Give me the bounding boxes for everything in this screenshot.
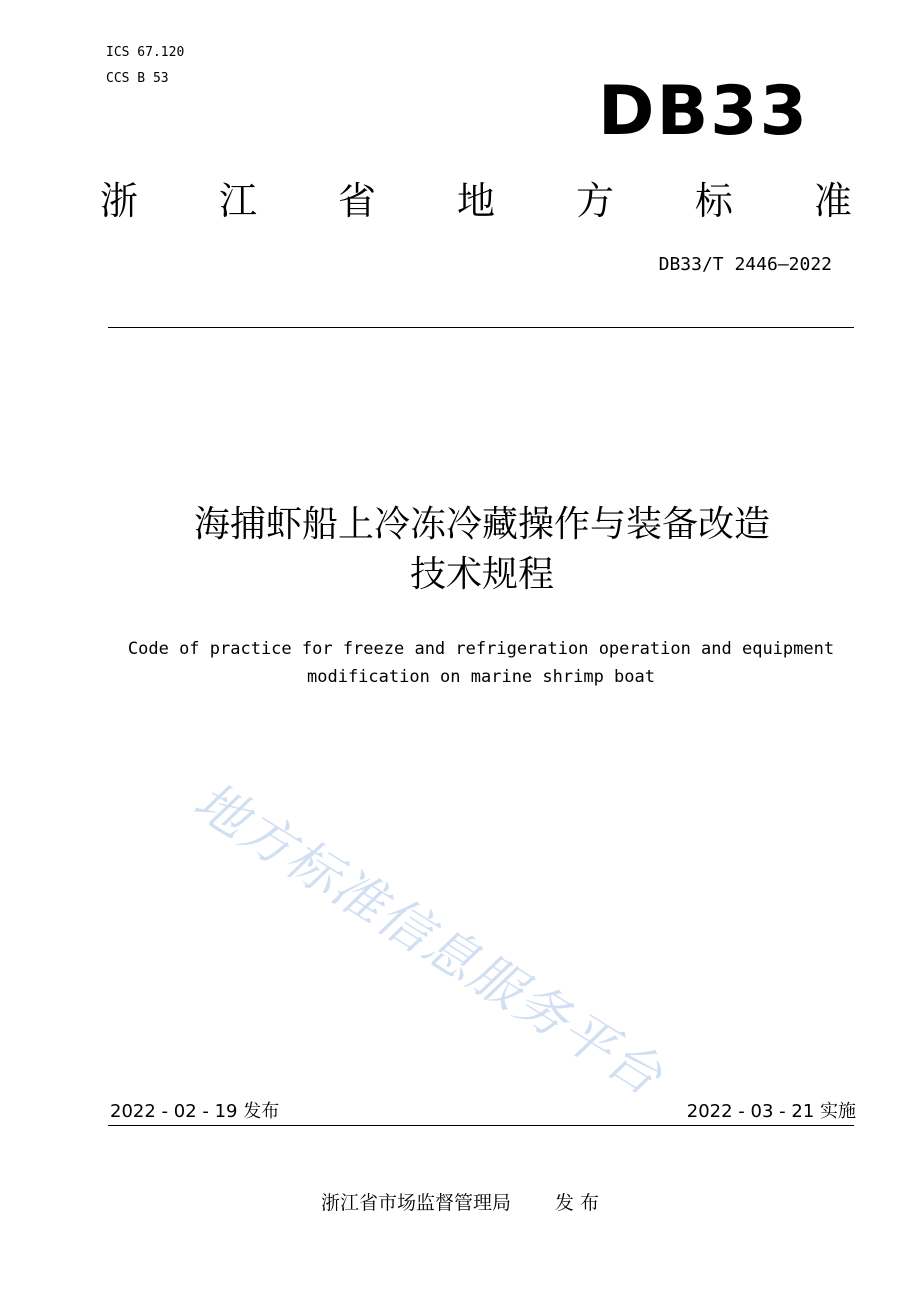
level-title-char: 江: [218, 179, 257, 223]
level-title-char: 地: [456, 179, 495, 223]
issue-date: 2022 - 02 - 19 发布: [110, 1101, 280, 1122]
publisher-line: [0, 1188, 920, 1215]
standard-number: DB33/T 2446—2022: [658, 254, 832, 275]
ics-code: ICS 67.120: [106, 45, 185, 60]
ccs-code: CCS B 53: [106, 71, 169, 86]
bottom-divider: [108, 1125, 854, 1126]
english-title: [108, 635, 854, 691]
publisher-action: 发 布: [554, 1192, 600, 1214]
chinese-title-line-1: 海捕虾船上冷冻冷藏操作与装备改造: [193, 504, 770, 545]
level-title-char: 省: [337, 179, 376, 223]
level-title-char: 准: [813, 179, 852, 223]
chinese-title-line-2: 技术规程: [409, 554, 554, 595]
english-title-line-2: modification on marine shrimp boat: [307, 667, 655, 687]
level-title-char: 标: [694, 179, 733, 223]
top-divider: [108, 327, 854, 328]
chinese-title: [0, 500, 920, 600]
publisher-name: 浙江省市场监督管理局: [320, 1192, 511, 1214]
watermark: 地方标准信息服务平台: [183, 771, 674, 1109]
standard-level-title: [100, 176, 852, 226]
level-title-char: 浙: [100, 179, 139, 223]
db33-logo: DB33: [598, 72, 809, 151]
level-title-char: 方: [575, 179, 614, 223]
english-title-line-1: Code of practice for freeze and refrigeration operation and equipment: [127, 639, 835, 659]
implementation-date: 2022 - 03 - 21 实施: [686, 1101, 856, 1122]
